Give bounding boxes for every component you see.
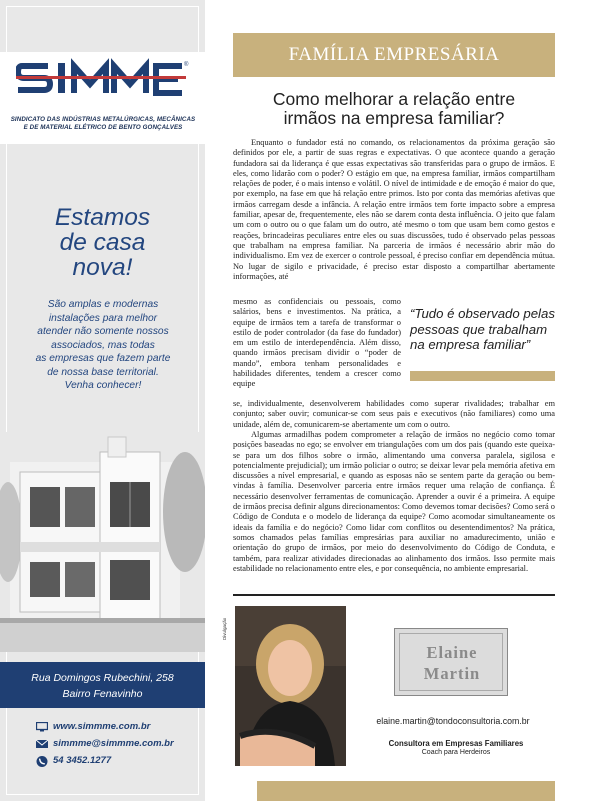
ad-body-line: as empresas que fazem parte [35,353,171,364]
building-photo [0,432,205,652]
section-title: FAMÍLIA EMPRESÁRIA [288,44,500,65]
title-line2: irmãos na empresa familiar? [283,108,505,128]
phone-text: 54 3452.1277 [53,755,112,766]
section-band [233,33,555,77]
author-first-name: Elaine [426,643,478,662]
email-text: simmme@simmme.com.br [53,738,174,749]
headline-line1: Estamos [54,204,151,231]
address-box [0,662,205,708]
website-text: www.simmme.com.br [53,721,151,732]
article-paragraph-1b: mesmo as confidenciais ou pessoais, como salários, bens e investimentos. Na prática, a equipe de irmãos tem a tarefa de transformar o estilo de poder controlador (da fase do fundador) em um estilo de interdependência. Além disso, quando irmãos precisam dividir o “poder de mando”, embora tenham personalidades e habilidades diferentes, tendem a crescer como equipe [233,297,401,389]
logo-subtitle [8,116,198,132]
logo-box [0,52,205,144]
svg-text:®: ® [184,62,189,68]
ad-headline [20,205,185,280]
ad-body-line: Venha conhecer! [64,380,142,391]
address-district: Bairro Fenavinho [62,688,143,700]
title-line1: Como melhorar a relação entre [272,89,516,109]
article-paragraph-1a: Enquanto o fundador está no comando, os relacionamentos da próxima geração são definidos por ele, a partir de suas regras e expectativas. O que acontece quando a geração fundadora sai da liderança é que essas expectativas são transferidas para o grupo de irmãos. E eles, como lidarão com o poder? O estágio em que, na empresa familiar, irmãos compartilham relações de poder, é o mais intenso e volátil. O nível de intimidade e de emoção é maior do que, por exemplo, na fase em que há relação entre primos. Isto por conta das memórias afetivas que irmãos carregam desde a infância. A relação entre irmãos tem forte impacto sobre a empresa familiar, apesar de, frequentemente, eles não se darem conta desta influência. O jeito que falam um com o outro ou o que falam um do outro, até mesmo o tom que usam bem como gestos e reações, brincadeiras peculiares entre eles ou suas discussões, tudo é observado pelas pessoas que trabalham na empresa familiar. Na parceria de irmãos é necessário abrir mão do individualismo. Em vez de exercer o controle pessoal, é preciso confiar em dependência mútua. No lugar de sigilo e privacidade, é preciso estar disposto a compartilhar abertamente informações, até [233,138,555,281]
ad-body-line: associados, mas todas [51,339,155,351]
headline-line3: nova! [72,254,133,281]
author-name-box [394,628,508,696]
ad-body-text [24,298,182,393]
photo-credit [222,610,230,640]
ad-body-line: atender não somente nossos [37,326,169,337]
author-email[interactable]: elaine.martin@tondoconsultoria.com.br [376,716,530,726]
footer-bar [257,781,555,801]
headline-line2: de casa [59,229,146,256]
article-title [233,90,555,128]
author-subrole: Coach para Herdeiros [421,749,491,756]
article-paragraph-2: Algumas armadilhas podem comprometer a relação de irmãos no negócio como tomar posições baseadas no ego; se envolver em triangulações com um dos pais (quando este queixa-se para um dos filhos sobre o irmão, alimentando uma conversa paralela, sigilosa e potencialmente prejudicial); um irmão policiar o outro; se deixar levar pela memória afetiva em discussões a nível empresarial, e quando as esposas não se sentem parte da geração ou bem-vindas à família. Desenvolver parceria entre irmãos requer uma relação de confiança. É necessário desenvolver ferramentas de comunicação. Aprender a ouvir é a primeira. A equipe de irmãos precisa definir alguns direcionamentos: Como devemos tomar decisões? Como será o Código de Conduta e o modelo de liderança da equipe? Como acomodar simultaneamente os ideais da família e do negócio? Como lidar com conflitos ou desentendimentos? Na prática, somos chamados pelas famílias empresárias para auxiliar no amadurecimento, união e orientação do grupo de irmãos, por meio do desenvolvimento do Código de Conduta, e também, para realizar atividades direcionadas ao alinhamento dos irmãos. Isso permite mais estabilidade no relacionamento entre eles, e por consequência, no ambiente empresarial. [233,430,555,573]
article-paragraph-1c: se, individualmente, desenvolverem habilidades como superar rivalidades; trabalhar em conjunto; saber ouvir; comunicar-se com seus pais e executivos (não familiares) como uma unidade, além de, comunicarem-se abertamente um com o outro. [233,399,555,429]
logo-subtitle-line2: E DE MATERIAL ELÉTRICO DE BENTO GONÇALVES [23,124,183,131]
advertisement-panel [0,0,205,801]
author-role: Consultora em Empresas Familiares [388,739,524,748]
ad-body-line: de nossa base territorial. [47,366,159,378]
ad-body-line: São amplas e modernas [47,299,159,310]
article-divider [233,594,555,596]
phone-icon [36,756,48,767]
pull-quote-bar [410,371,555,381]
address-street: Rua Domingos Rubechini, 258 [31,672,174,684]
photo-credit-text: Divulgação [222,617,227,640]
envelope-icon [36,739,48,749]
pull-quote: “Tudo é observado pelas pessoas que trabalham na empresa familiar” [410,306,555,352]
monitor-icon [36,722,48,732]
ad-body-line: instalações para melhor [48,312,158,324]
author-photo [235,606,346,766]
author-last-name: Martin [423,664,481,683]
simmme-logo [16,58,191,98]
logo-subtitle-line1: SINDICATO DAS INDÚSTRIAS METALÚRGICAS, MECÂNICAS [10,116,196,123]
